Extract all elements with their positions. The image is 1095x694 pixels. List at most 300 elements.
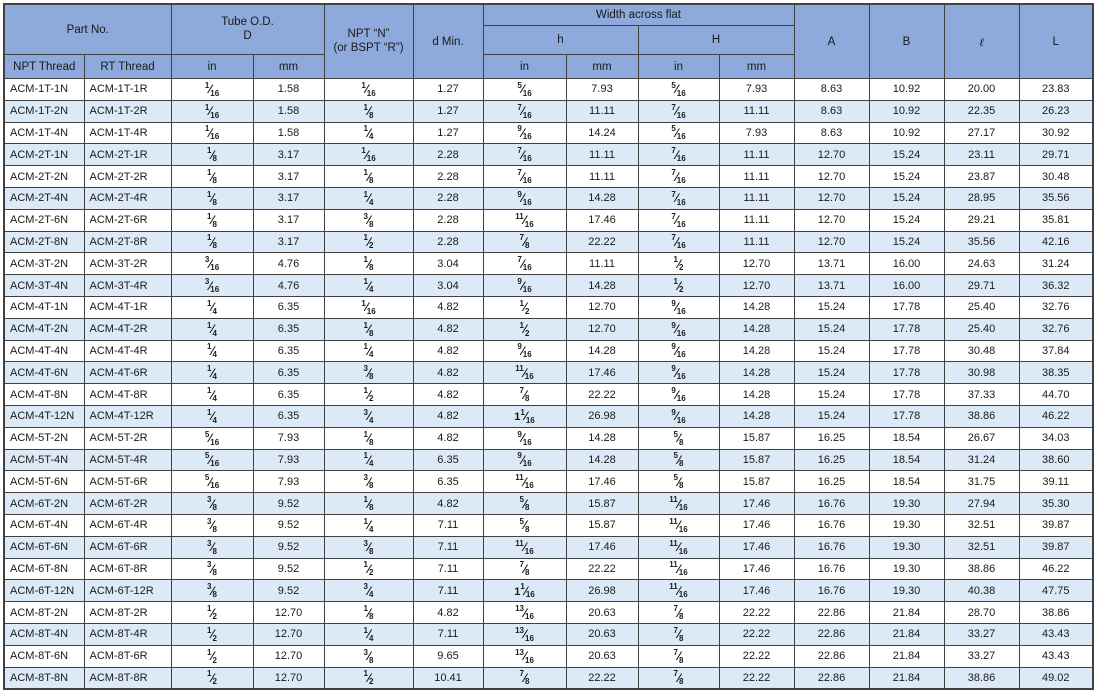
value-cell: $^1⁄_4$ [324,340,413,362]
value-cell: 19.30 [869,514,944,536]
value-cell: 6.35 [413,449,483,471]
value-cell: $^1⁄_{16}$ [324,144,413,166]
table-row [4,558,1093,580]
value-cell: $^5⁄_{16}$ [638,79,719,101]
value-cell: 3.17 [253,166,324,188]
col-header-tube-mm: mm [253,55,324,79]
value-cell: 17.78 [869,318,944,340]
value-cell: $^1⁄_8$ [171,144,253,166]
value-cell: 29.21 [944,209,1019,231]
table-row [4,122,1093,144]
value-cell: $^7⁄_8$ [483,384,566,406]
npt-n-line2: (or BSPT “R”) [333,41,404,54]
value-cell: 7.93 [253,427,324,449]
rt-part-no-cell: ACM-2T-4R [84,187,171,209]
value-cell: 12.70 [794,231,869,253]
value-cell: $^1⁄_8$ [324,318,413,340]
value-cell: 16.76 [794,536,869,558]
value-cell: 20.00 [944,79,1019,101]
value-cell: 36.32 [1019,275,1093,297]
col-header-rt-thread: RT Thread [84,55,171,79]
value-cell: 6.35 [253,296,324,318]
value-cell: 32.51 [944,514,1019,536]
npt-part-no-cell: ACM-1T-2N [4,100,84,122]
value-cell: 15.24 [794,318,869,340]
value-cell: $^{11}⁄_{16}$ [483,471,566,493]
value-cell: 17.46 [566,362,638,384]
value-cell: 1.27 [413,100,483,122]
value-cell: 21.84 [869,645,944,667]
value-cell: 18.54 [869,471,944,493]
value-cell: $^1⁄_2$ [324,384,413,406]
value-cell: $^3⁄_8$ [324,536,413,558]
table-row [4,187,1093,209]
npt-part-no-cell: ACM-6T-4N [4,514,84,536]
npt-part-no-cell: ACM-2T-1N [4,144,84,166]
value-cell: $^1⁄_2$ [483,318,566,340]
value-cell: 16.76 [794,514,869,536]
value-cell: 39.11 [1019,471,1093,493]
value-cell: 2.28 [413,187,483,209]
value-cell: 31.24 [1019,253,1093,275]
value-cell: 22.22 [719,602,794,624]
value-cell: 33.27 [944,623,1019,645]
value-cell: 31.24 [944,449,1019,471]
value-cell: $^7⁄_{16}$ [638,166,719,188]
table-row [4,405,1093,427]
npt-part-no-cell: ACM-8T-4N [4,623,84,645]
value-cell: $^1⁄_8$ [171,187,253,209]
value-cell: 15.87 [566,514,638,536]
rt-part-no-cell: ACM-2T-8R [84,231,171,253]
npt-part-no-cell: ACM-3T-2N [4,253,84,275]
value-cell: 12.70 [253,645,324,667]
value-cell: 15.24 [869,144,944,166]
value-cell: 29.71 [944,275,1019,297]
value-cell: 11.11 [566,100,638,122]
rt-part-no-cell: ACM-4T-4R [84,340,171,362]
value-cell: 20.63 [566,645,638,667]
value-cell: $^1⁄_8$ [171,209,253,231]
value-cell: 18.54 [869,427,944,449]
rt-part-no-cell: ACM-3T-2R [84,253,171,275]
value-cell: $^5⁄_8$ [638,471,719,493]
npt-part-no-cell: ACM-4T-4N [4,340,84,362]
value-cell: 11.11 [719,209,794,231]
value-cell: $^3⁄_8$ [324,209,413,231]
npt-part-no-cell: ACM-1T-4N [4,122,84,144]
value-cell: $^1⁄_2$ [324,231,413,253]
value-cell: $^3⁄_8$ [171,536,253,558]
value-cell: $^1⁄_8$ [324,253,413,275]
value-cell: 39.87 [1019,536,1093,558]
value-cell: 7.11 [413,558,483,580]
value-cell: 14.28 [719,362,794,384]
value-cell: 19.30 [869,558,944,580]
value-cell: $^7⁄_8$ [638,645,719,667]
value-cell: 6.35 [413,471,483,493]
value-cell: 11.11 [719,231,794,253]
value-cell: $^9⁄_{16}$ [638,340,719,362]
col-header-width-across-flat: Width across flat [483,4,794,26]
value-cell: 3.04 [413,253,483,275]
value-cell: $^3⁄_8$ [324,471,413,493]
value-cell: 7.11 [413,580,483,602]
value-cell: 9.52 [253,580,324,602]
table-row [4,318,1093,340]
value-cell: 14.28 [719,318,794,340]
value-cell: 32.51 [944,536,1019,558]
rt-part-no-cell: ACM-6T-8R [84,558,171,580]
value-cell: $^9⁄_{16}$ [483,122,566,144]
value-cell: $^3⁄_{16}$ [171,275,253,297]
col-header-tube-od [171,4,324,55]
value-cell: 22.86 [794,623,869,645]
value-cell: 42.16 [1019,231,1093,253]
value-cell: 6.35 [253,384,324,406]
value-cell: 16.76 [794,558,869,580]
value-cell: 14.28 [719,384,794,406]
value-cell: 16.76 [794,580,869,602]
value-cell: 46.22 [1019,558,1093,580]
value-cell: 1.58 [253,122,324,144]
table-row [4,580,1093,602]
npt-part-no-cell: ACM-4T-2N [4,318,84,340]
col-header-b: B [869,4,944,79]
value-cell: 9.52 [253,514,324,536]
value-cell: 9.52 [253,493,324,515]
value-cell: 6.35 [253,340,324,362]
rt-part-no-cell: ACM-6T-6R [84,536,171,558]
value-cell: 2.28 [413,231,483,253]
value-cell: 11.11 [566,253,638,275]
value-cell: 2.28 [413,166,483,188]
value-cell: 14.24 [566,122,638,144]
npt-part-no-cell: ACM-2T-6N [4,209,84,231]
value-cell: $^7⁄_8$ [638,667,719,689]
value-cell: 35.81 [1019,209,1093,231]
value-cell: 7.11 [413,536,483,558]
value-cell: $^5⁄_{16}$ [171,427,253,449]
value-cell: 10.92 [869,122,944,144]
value-cell: 19.30 [869,536,944,558]
value-cell: $^3⁄_8$ [171,580,253,602]
value-cell: 37.84 [1019,340,1093,362]
value-cell: 40.38 [944,580,1019,602]
value-cell: $^1⁄_8$ [324,100,413,122]
value-cell: 32.76 [1019,296,1093,318]
value-cell: $^1⁄_4$ [171,340,253,362]
value-cell: $^{11}⁄_{16}$ [483,362,566,384]
value-cell: 7.93 [253,471,324,493]
value-cell: $^{13}⁄_{16}$ [483,645,566,667]
value-cell: $^1⁄_8$ [171,231,253,253]
value-cell: 22.86 [794,645,869,667]
value-cell: $^1⁄_8$ [324,427,413,449]
npt-part-no-cell: ACM-8T-6N [4,645,84,667]
value-cell: 4.82 [413,362,483,384]
col-header-h-in: in [483,55,566,79]
value-cell: 13.71 [794,253,869,275]
value-cell: 15.24 [869,187,944,209]
value-cell: 11.11 [719,166,794,188]
value-cell: 38.35 [1019,362,1093,384]
npt-part-no-cell: ACM-8T-2N [4,602,84,624]
value-cell: 11.11 [719,187,794,209]
value-cell: 16.25 [794,449,869,471]
value-cell: 3.04 [413,275,483,297]
npt-part-no-cell: ACM-1T-1N [4,79,84,101]
col-header-npt-thread: NPT Thread [4,55,84,79]
value-cell: 4.82 [413,318,483,340]
col-header-l-script: ℓ [944,4,1019,79]
value-cell: $^9⁄_{16}$ [483,449,566,471]
npt-part-no-cell: ACM-3T-4N [4,275,84,297]
npt-part-no-cell: ACM-6T-8N [4,558,84,580]
value-cell: 27.17 [944,122,1019,144]
table-row [4,275,1093,297]
table-row [4,427,1093,449]
value-cell: 4.76 [253,253,324,275]
value-cell: 17.46 [719,536,794,558]
value-cell: $^3⁄_4$ [324,580,413,602]
value-cell: 6.35 [253,405,324,427]
value-cell: 13.71 [794,275,869,297]
rt-part-no-cell: ACM-1T-4R [84,122,171,144]
value-cell: 12.70 [794,166,869,188]
table-row [4,602,1093,624]
value-cell: $^1⁄_2$ [324,558,413,580]
value-cell: 12.70 [719,253,794,275]
value-cell: 20.63 [566,623,638,645]
table-row [4,514,1093,536]
value-cell: $1^1⁄_{16}$ [483,405,566,427]
rt-part-no-cell: ACM-2T-2R [84,166,171,188]
value-cell: 2.28 [413,209,483,231]
value-cell: 22.86 [794,667,869,689]
value-cell: 12.70 [566,296,638,318]
value-cell: 15.24 [794,362,869,384]
value-cell: $^1⁄_8$ [324,166,413,188]
value-cell: 9.52 [253,558,324,580]
value-cell: $^1⁄_2$ [483,296,566,318]
value-cell: $^1⁄_4$ [171,362,253,384]
value-cell: $^7⁄_{16}$ [638,209,719,231]
value-cell: $^7⁄_8$ [638,602,719,624]
value-cell: 12.70 [794,144,869,166]
value-cell: $^3⁄_4$ [324,405,413,427]
value-cell: $^{11}⁄_{16}$ [638,493,719,515]
value-cell: 12.70 [566,318,638,340]
value-cell: 22.22 [719,623,794,645]
value-cell: $^9⁄_{16}$ [638,405,719,427]
value-cell: $^7⁄_8$ [483,231,566,253]
value-cell: 4.82 [413,493,483,515]
value-cell: 22.35 [944,100,1019,122]
value-cell: $^7⁄_{16}$ [638,100,719,122]
rt-part-no-cell: ACM-5T-2R [84,427,171,449]
value-cell: $^5⁄_8$ [638,449,719,471]
value-cell: $^5⁄_{16}$ [171,449,253,471]
value-cell: $^1⁄_4$ [324,275,413,297]
value-cell: 15.87 [719,449,794,471]
value-cell: $^9⁄_{16}$ [483,427,566,449]
value-cell: 21.84 [869,667,944,689]
table-row [4,471,1093,493]
table-body [4,79,1093,690]
value-cell: $^9⁄_{16}$ [638,318,719,340]
value-cell: $^1⁄_2$ [638,275,719,297]
col-header-l: L [1019,4,1093,79]
value-cell: 7.93 [253,449,324,471]
npt-part-no-cell: ACM-2T-2N [4,166,84,188]
value-cell: 28.70 [944,602,1019,624]
rt-part-no-cell: ACM-1T-2R [84,100,171,122]
value-cell: 23.11 [944,144,1019,166]
col-header-hh-mm: mm [719,55,794,79]
value-cell: $^1⁄_2$ [324,667,413,689]
value-cell: $^1⁄_{16}$ [171,100,253,122]
rt-part-no-cell: ACM-4T-1R [84,296,171,318]
value-cell: 17.46 [566,471,638,493]
value-cell: 30.48 [1019,166,1093,188]
value-cell: 19.30 [869,493,944,515]
value-cell: 17.78 [869,296,944,318]
value-cell: 20.63 [566,602,638,624]
value-cell: 34.03 [1019,427,1093,449]
table-row [4,449,1093,471]
col-header-npt-n [324,4,413,79]
value-cell: $^3⁄_8$ [324,362,413,384]
table-row [4,340,1093,362]
value-cell: $^7⁄_{16}$ [638,187,719,209]
value-cell: $^7⁄_{16}$ [638,231,719,253]
value-cell: 26.23 [1019,100,1093,122]
rt-part-no-cell: ACM-4T-12R [84,405,171,427]
value-cell: $^7⁄_8$ [638,623,719,645]
value-cell: 17.46 [566,536,638,558]
value-cell: 9.65 [413,645,483,667]
value-cell: 15.24 [869,166,944,188]
npt-part-no-cell: ACM-4T-12N [4,405,84,427]
value-cell: $^1⁄_4$ [171,296,253,318]
value-cell: 22.86 [794,602,869,624]
value-cell: 23.83 [1019,79,1093,101]
value-cell: 17.78 [869,384,944,406]
value-cell: 15.87 [719,471,794,493]
value-cell: 17.78 [869,340,944,362]
value-cell: 7.11 [413,623,483,645]
value-cell: $^3⁄_8$ [171,493,253,515]
value-cell: $^1⁄_{16}$ [171,79,253,101]
table-row [4,231,1093,253]
table-row [4,296,1093,318]
value-cell: $^9⁄_{16}$ [483,275,566,297]
rt-part-no-cell: ACM-4T-6R [84,362,171,384]
value-cell: $^{11}⁄_{16}$ [638,558,719,580]
value-cell: 4.82 [413,405,483,427]
rt-part-no-cell: ACM-8T-6R [84,645,171,667]
value-cell: 30.48 [944,340,1019,362]
table-row [4,645,1093,667]
value-cell: $^7⁄_8$ [483,558,566,580]
value-cell: $^7⁄_{16}$ [483,100,566,122]
value-cell: 27.94 [944,493,1019,515]
value-cell: 38.86 [944,405,1019,427]
table-row [4,166,1093,188]
value-cell: 43.43 [1019,645,1093,667]
value-cell: $^{13}⁄_{16}$ [483,602,566,624]
value-cell: $^5⁄_8$ [638,427,719,449]
value-cell: 4.82 [413,602,483,624]
value-cell: 10.41 [413,667,483,689]
value-cell: $^7⁄_8$ [483,667,566,689]
value-cell: 7.93 [719,122,794,144]
value-cell: 1.58 [253,100,324,122]
rt-part-no-cell: ACM-4T-2R [84,318,171,340]
npt-part-no-cell: ACM-5T-2N [4,427,84,449]
value-cell: $^1⁄_{16}$ [324,296,413,318]
col-header-tube-in: in [171,55,253,79]
value-cell: 6.35 [253,362,324,384]
table-row [4,209,1093,231]
npt-part-no-cell: ACM-5T-6N [4,471,84,493]
rt-part-no-cell: ACM-8T-2R [84,602,171,624]
table-row [4,493,1093,515]
table-row [4,384,1093,406]
col-header-hh-in: in [638,55,719,79]
value-cell: $^7⁄_{16}$ [483,144,566,166]
value-cell: 35.56 [944,231,1019,253]
value-cell: 15.24 [794,296,869,318]
table-header [4,4,1093,79]
value-cell: 4.82 [413,427,483,449]
npt-part-no-cell: ACM-4T-8N [4,384,84,406]
value-cell: 16.25 [794,471,869,493]
value-cell: 15.24 [869,209,944,231]
value-cell: 4.82 [413,296,483,318]
npt-part-no-cell: ACM-2T-4N [4,187,84,209]
value-cell: $^1⁄_4$ [324,187,413,209]
value-cell: 38.86 [944,667,1019,689]
tube-od-line2: D [243,29,252,42]
col-header-h-upper: H [638,26,794,55]
value-cell: 3.17 [253,187,324,209]
value-cell: 32.76 [1019,318,1093,340]
value-cell: 1.58 [253,79,324,101]
value-cell: $^1⁄_2$ [171,667,253,689]
value-cell: $^9⁄_{16}$ [483,340,566,362]
fitting-dimensions-table [3,3,1094,690]
col-header-a: A [794,4,869,79]
value-cell: 49.02 [1019,667,1093,689]
value-cell: 15.24 [794,384,869,406]
rt-part-no-cell: ACM-6T-12R [84,580,171,602]
npt-part-no-cell: ACM-4T-6N [4,362,84,384]
value-cell: $^5⁄_{16}$ [483,79,566,101]
value-cell: 10.92 [869,100,944,122]
table-row [4,667,1093,689]
value-cell: 17.78 [869,362,944,384]
npt-part-no-cell: ACM-5T-4N [4,449,84,471]
value-cell: $^1⁄_4$ [171,318,253,340]
npt-part-no-cell: ACM-6T-6N [4,536,84,558]
col-header-h-mm: mm [566,55,638,79]
value-cell: 38.86 [944,558,1019,580]
value-cell: 35.30 [1019,493,1093,515]
value-cell: 16.25 [794,427,869,449]
value-cell: 22.22 [719,645,794,667]
